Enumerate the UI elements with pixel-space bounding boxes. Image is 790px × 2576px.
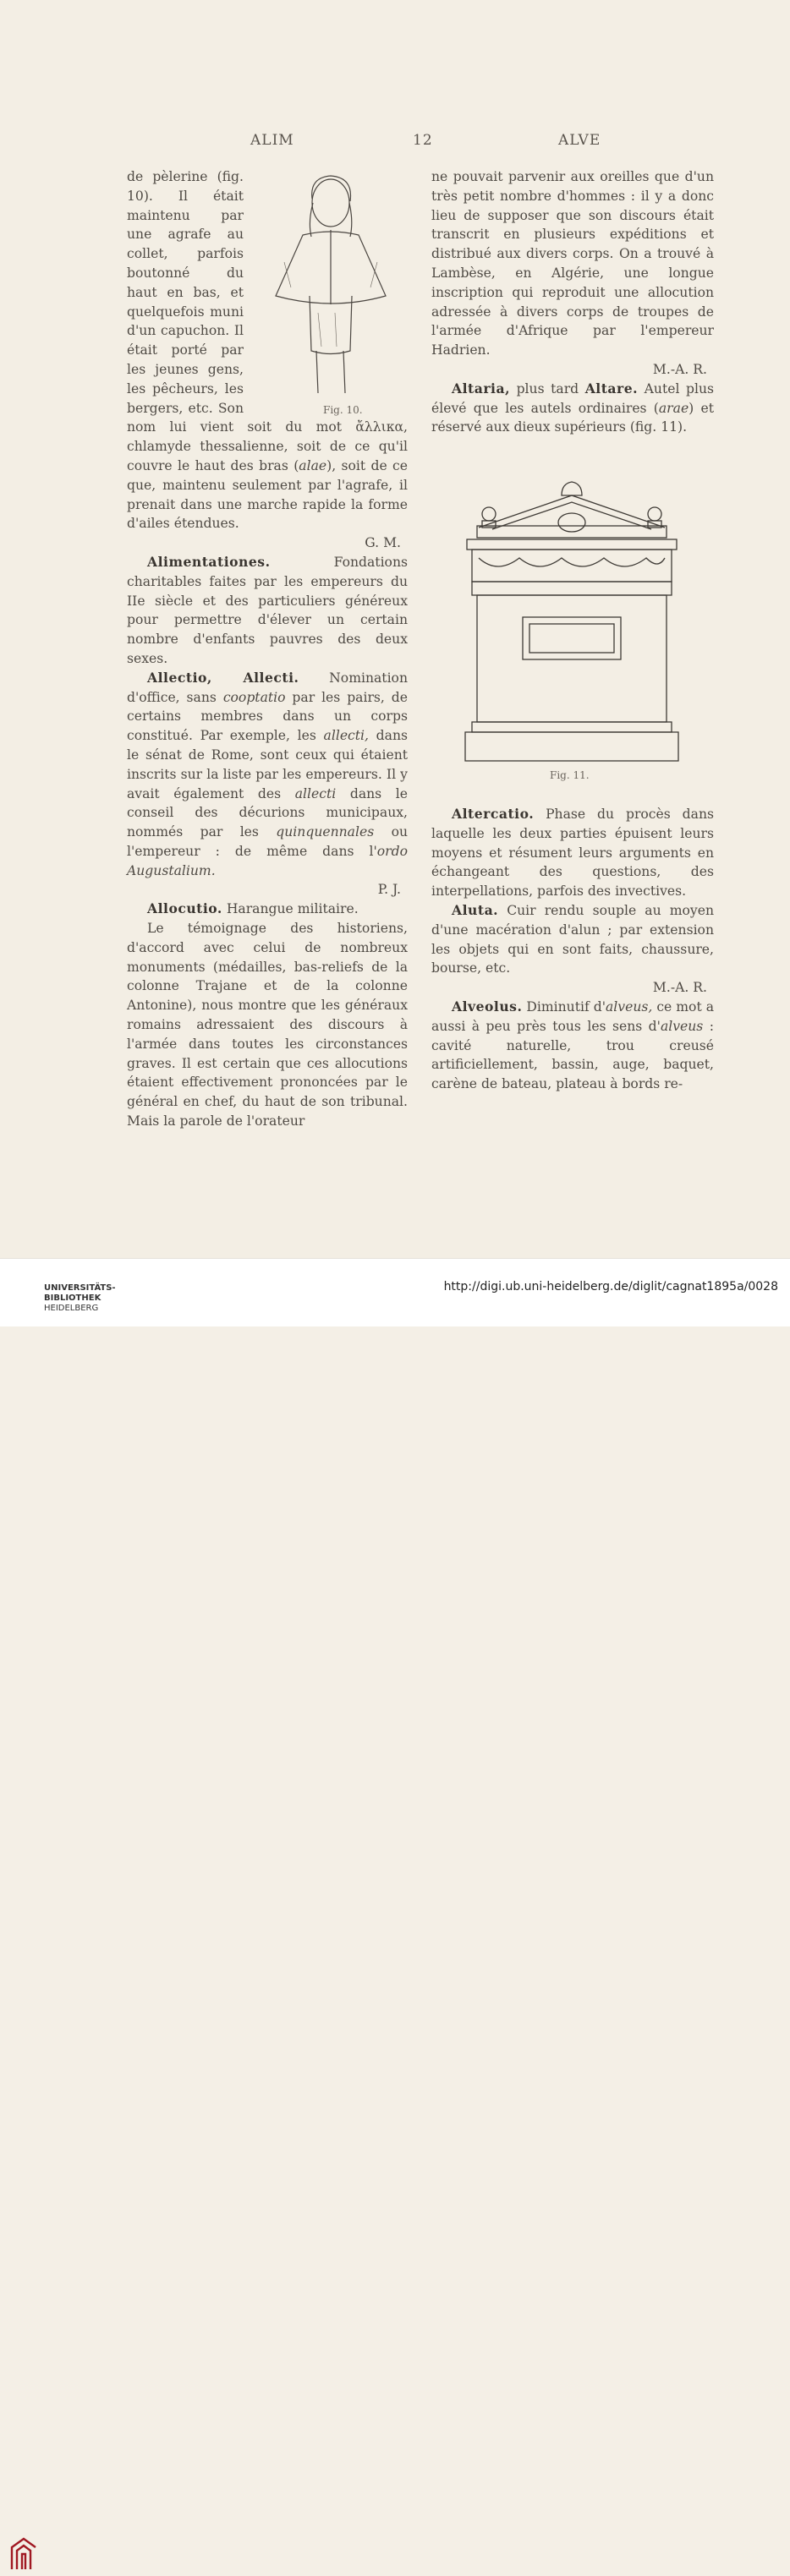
entry-allocutio: Allocutio. Harangue militaire. xyxy=(147,900,359,917)
signature: P. J. xyxy=(377,882,401,898)
entry-alimentationes: Alimentationes. Fondations charitables faites par les empereurs du IIe siècle et des particuliers généreux pour permettre d'élever un certain nombre d'enfants pauvres des deux sexes. xyxy=(127,553,408,666)
entry-aluta: Aluta. Cuir rendu souple au moyen d'une macération d'alun ; par extension les objets qui en sont faits, chaussure, bourse, etc. xyxy=(431,901,714,976)
signature: G. M. xyxy=(365,535,401,551)
signature: M.-A. R. xyxy=(652,980,707,996)
figure-11-caption: Fig. 11. xyxy=(550,769,590,781)
entry-allectio: Allectio, Allecti. Nomination d'office, sans cooptatio par les pairs, de certains membres dans un corps constitué. Par exemple, les allecti, dans le sénat de Rome, sont ceux qui étaient inscrits sur la liste par les empereurs. Il y avait également des allecti dans le conseil des décurions municipaux, nommés par les quinquennales ou l'empereur : de même dans l'ordo Augustalium. xyxy=(127,669,408,878)
running-head-right: ALVE xyxy=(558,132,601,149)
signature: M.-A. R. xyxy=(652,361,707,377)
figure-10-caption: Fig. 10. xyxy=(323,404,363,416)
running-head-left: ALIM xyxy=(250,132,294,149)
page-number: 12 xyxy=(413,132,433,149)
figure-10-illustration xyxy=(250,169,411,406)
entry-altaria: Altaria, plus tard Altare. Autel plus élevé que les autels ordinaires (arae) et réservé aux dieux supérieurs (fig. 11). xyxy=(431,380,714,435)
library-logo-text: UNIVERSITÄTS- BIBLIOTHEK HEIDELBERG xyxy=(44,1283,116,1313)
source-url-link[interactable]: http://digi.ub.uni-heidelberg.de/diglit/cagnat1895a/0028 xyxy=(443,1280,778,1293)
left-column xyxy=(127,167,408,1131)
library-logo-icon xyxy=(8,2535,39,2576)
entry-cont-text: de pèlerine (fig. 10). Il était maintenu par une agrafe au collet, parfois boutonné du haut en bas, et quelquefois muni d'un capuchon. Il était porté par les jeunes gens, les pêcheurs, les bergers, etc. Son nom lui vient soit du mot ἄλλικα, chlamyde thessalienne, soit de ce qu'il couvre le haut des bras (alae), soit de ce que, maintenu seulement par l'agrafe, il prenait dans une marche rapide la forme d'ailes étendues. xyxy=(127,167,408,533)
right-column-top xyxy=(431,167,714,437)
entry-alveolus: Alveolus. Diminutif d'alveus, ce mot a aussi à peu près tous les sens d'alveus : cavité naturelle, trou creusé artificiellement, bassin, auge, baquet, carène de bateau, plateau à bords re- xyxy=(431,998,714,1092)
right-column-bottom xyxy=(431,805,714,1094)
entry-cont-text: ne pouvait parvenir aux oreilles que d'un très petit nombre d'hommes : il y a donc lieu de supposer que son discours était transcrit en plusieurs expéditions et distribué aux divers corps. On a trouvé à Lambèse, en Algérie, une longue inscription qui reproduit une allocution adressée à divers corps de troupes de l'armée d'Afrique par l'empereur Hadrien. xyxy=(431,169,714,358)
scanned-page xyxy=(0,0,790,1258)
figure-11-altar xyxy=(464,477,680,764)
entry-altercatio: Altercatio. Phase du procès dans laquelle les deux parties épuisent leurs moyens et résument leurs arguments en échangeant des questions, des interpellations, parfois des invectives. xyxy=(431,806,714,900)
entry-allocutio-body: Le témoignage des historiens, d'accord avec celui de nombreux monuments (médailles, bas-reliefs de la colonne Trajane et de la colonne Antonine), nous montre que les généraux romains adressaient des discours à l'armée dans toutes les circonstances graves. Il est certain que ces allocutions étaient effectivement prononcées par le général en chef, du haut de son tribunal. Mais la parole de l'orateur xyxy=(127,921,408,1129)
